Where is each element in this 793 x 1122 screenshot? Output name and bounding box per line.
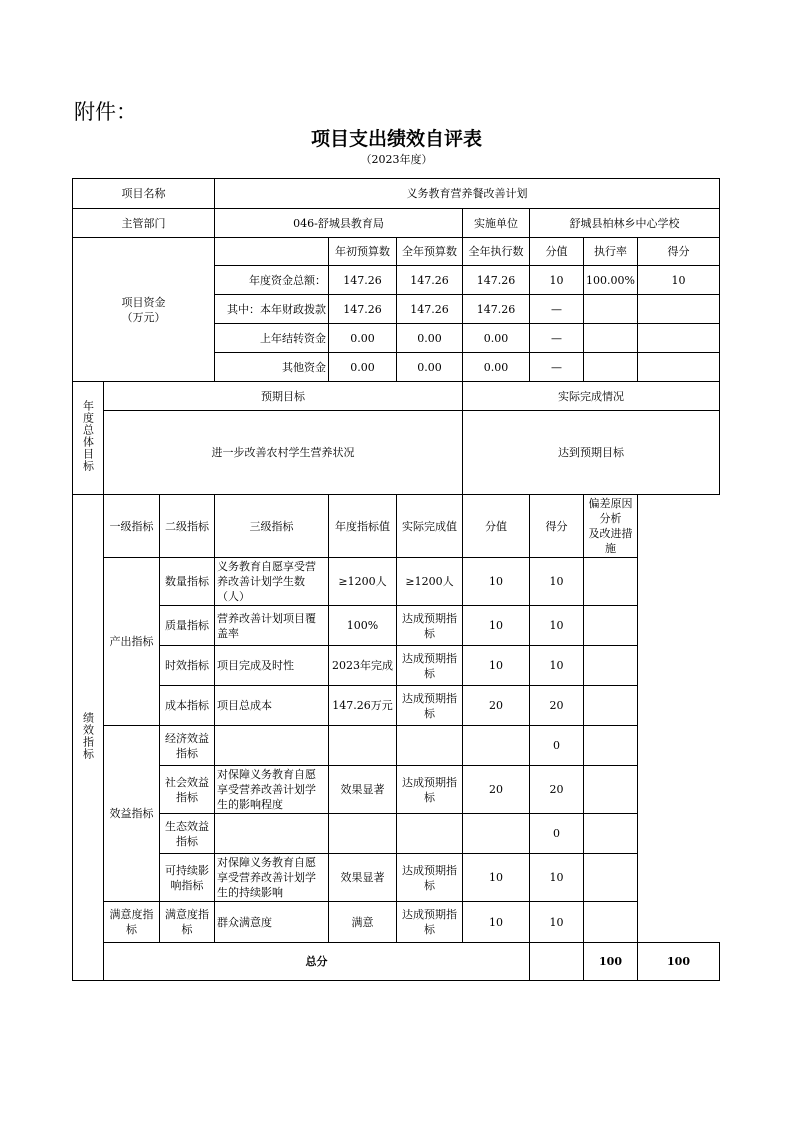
self-evaluation-table — [72, 178, 720, 981]
funds-cell: 0.00 — [463, 324, 530, 353]
indicator-level2: 成本指标 — [160, 686, 215, 726]
funds-cell — [638, 295, 720, 324]
funds-header-init: 年初预算数 — [329, 238, 397, 266]
indicator-deviation — [584, 814, 638, 854]
indicator-score: 20 — [530, 766, 584, 814]
funds-cell — [638, 324, 720, 353]
expected-goal-header: 预期目标 — [104, 382, 463, 411]
funds-cell — [584, 295, 638, 324]
indicator-level2: 可持续影响指标 — [160, 854, 215, 902]
funds-cell — [584, 353, 638, 382]
indicator-score: 0 — [530, 814, 584, 854]
year-subtitle: （2023年度） — [360, 153, 433, 166]
indicator-actual — [397, 814, 463, 854]
indicator-score-value: 10 — [463, 606, 530, 646]
indicators-label-cell — [73, 495, 104, 981]
indicator-deviation — [584, 726, 638, 766]
indicator-level2: 满意度指标 — [160, 902, 215, 943]
project-name-label: 项目名称 — [73, 179, 215, 209]
indicator-score-value: 10 — [463, 902, 530, 943]
indicator-level3: 项目总成本 — [215, 686, 329, 726]
indicator-deviation — [584, 686, 638, 726]
indicator-score: 10 — [530, 902, 584, 943]
indicators-label: 绩效指标 — [81, 711, 95, 760]
funds-cell: 147.26 — [463, 266, 530, 295]
goals-label-cell — [73, 382, 104, 495]
indicator-target: 2023年完成 — [329, 646, 397, 686]
indicator-actual: 达成预期指标 — [397, 766, 463, 814]
funds-cell — [584, 324, 638, 353]
funds-header-blank — [215, 238, 329, 266]
indicator-header-score-value: 分值 — [463, 495, 530, 558]
indicator-score: 20 — [530, 686, 584, 726]
indicator-deviation — [584, 854, 638, 902]
funds-header-full: 全年预算数 — [397, 238, 463, 266]
actual-goal-text: 达到预期目标 — [463, 411, 720, 495]
indicator-level3: 项目完成及时性 — [215, 646, 329, 686]
indicator-target — [329, 814, 397, 854]
indicator-score-value — [463, 814, 530, 854]
indicator-target: ≥1200人 — [329, 558, 397, 606]
indicator-level2: 时效指标 — [160, 646, 215, 686]
funds-cell: 147.26 — [463, 295, 530, 324]
indicator-deviation — [584, 902, 638, 943]
indicator-level3: 群众满意度 — [215, 902, 329, 943]
indicator-deviation — [584, 766, 638, 814]
dept-label: 主管部门 — [73, 209, 215, 238]
indicator-score-value: 10 — [463, 854, 530, 902]
indicator-level2: 生态效益指标 — [160, 814, 215, 854]
funds-header-score-value: 分值 — [530, 238, 584, 266]
output-indicator-label: 产出指标 — [104, 558, 160, 726]
total-score-value: 100 — [584, 943, 638, 981]
indicator-level2: 经济效益指标 — [160, 726, 215, 766]
funds-header-exec: 全年执行数 — [463, 238, 530, 266]
indicator-score: 0 — [530, 726, 584, 766]
indicator-target: 100% — [329, 606, 397, 646]
funds-cell: 147.26 — [329, 266, 397, 295]
indicator-deviation — [584, 558, 638, 606]
funds-cell: 147.26 — [397, 295, 463, 324]
indicator-actual: 达成预期指标 — [397, 606, 463, 646]
funds-cell: 10 — [530, 266, 584, 295]
funds-cell: 147.26 — [397, 266, 463, 295]
funds-row-label: 上年结转资金 — [215, 324, 329, 353]
funds-cell: 100.00% — [584, 266, 638, 295]
funds-cell: — — [530, 324, 584, 353]
funds-cell: — — [530, 295, 584, 324]
indicator-deviation — [584, 606, 638, 646]
indicator-target: 满意 — [329, 902, 397, 943]
indicator-level2: 质量指标 — [160, 606, 215, 646]
indicator-actual: 达成预期指标 — [397, 902, 463, 943]
funds-label: 项目资金 （万元） — [73, 238, 215, 382]
indicator-score-value: 10 — [463, 558, 530, 606]
indicator-actual — [397, 726, 463, 766]
indicator-level2: 社会效益指标 — [160, 766, 215, 814]
satisfaction-indicator-label: 满意度指标 — [104, 902, 160, 943]
indicator-score-value: 20 — [463, 686, 530, 726]
unit-label: 实施单位 — [463, 209, 530, 238]
indicator-target: 147.26万元 — [329, 686, 397, 726]
indicator-header-target: 年度指标值 — [329, 495, 397, 558]
indicator-header-actual: 实际完成值 — [397, 495, 463, 558]
total-label: 总分 — [104, 943, 530, 981]
page-title: 项目支出绩效自评表 — [310, 128, 482, 150]
indicator-header-score: 得分 — [530, 495, 584, 558]
indicator-target — [329, 726, 397, 766]
indicator-header-deviation: 偏差原因分析 及改进措施 — [584, 495, 638, 558]
funds-cell: 0.00 — [397, 353, 463, 382]
indicator-score: 10 — [530, 558, 584, 606]
benefit-indicator-label: 效益指标 — [104, 726, 160, 902]
indicator-level3: 对保障义务教育自愿享受营养改善计划学生的影响程度 — [215, 766, 329, 814]
funds-row-label: 其中：本年财政拨款 — [215, 295, 329, 324]
funds-header-score: 得分 — [638, 238, 720, 266]
attachment-label: 附件： — [74, 100, 137, 124]
indicator-score: 10 — [530, 854, 584, 902]
funds-cell: 147.26 — [329, 295, 397, 324]
total-blank — [530, 943, 584, 981]
indicator-actual: 达成预期指标 — [397, 646, 463, 686]
indicator-level3: 营养改善计划项目覆盖率 — [215, 606, 329, 646]
funds-header-rate: 执行率 — [584, 238, 638, 266]
project-name-value: 义务教育营养餐改善计划 — [215, 179, 720, 209]
indicator-score-value — [463, 726, 530, 766]
indicator-deviation — [584, 646, 638, 686]
funds-cell: 10 — [638, 266, 720, 295]
unit-value: 舒城县柏林乡中心学校 — [530, 209, 720, 238]
funds-cell: 0.00 — [329, 353, 397, 382]
indicator-level3 — [215, 726, 329, 766]
indicator-actual: 达成预期指标 — [397, 854, 463, 902]
funds-row-label: 其他资金 — [215, 353, 329, 382]
funds-cell: 0.00 — [397, 324, 463, 353]
indicator-level3: 对保障义务教育自愿享受营养改善计划学生的持续影响 — [215, 854, 329, 902]
indicator-header-level2: 二级指标 — [160, 495, 215, 558]
indicator-level2: 数量指标 — [160, 558, 215, 606]
indicator-target: 效果显著 — [329, 854, 397, 902]
dept-value: 046-舒城县教育局 — [215, 209, 463, 238]
funds-cell — [638, 353, 720, 382]
total-score: 100 — [638, 943, 720, 981]
funds-cell: 0.00 — [329, 324, 397, 353]
funds-cell: — — [530, 353, 584, 382]
actual-goal-header: 实际完成情况 — [463, 382, 720, 411]
funds-cell: 0.00 — [463, 353, 530, 382]
indicator-actual: 达成预期指标 — [397, 686, 463, 726]
indicator-score: 10 — [530, 646, 584, 686]
indicator-score: 10 — [530, 606, 584, 646]
indicator-target: 效果显著 — [329, 766, 397, 814]
indicator-header-level1: 一级指标 — [104, 495, 160, 558]
funds-row-label: 年度资金总额： — [215, 266, 329, 295]
indicator-score-value: 20 — [463, 766, 530, 814]
indicator-actual: ≥1200人 — [397, 558, 463, 606]
indicator-score-value: 10 — [463, 646, 530, 686]
goals-label: 年度总体目标 — [81, 400, 95, 472]
expected-goal-text: 进一步改善农村学生营养状况 — [104, 411, 463, 495]
indicator-level3 — [215, 814, 329, 854]
indicator-header-level3: 三级指标 — [215, 495, 329, 558]
indicator-level3: 义务教育自愿享受营养改善计划学生数（人） — [215, 558, 329, 606]
